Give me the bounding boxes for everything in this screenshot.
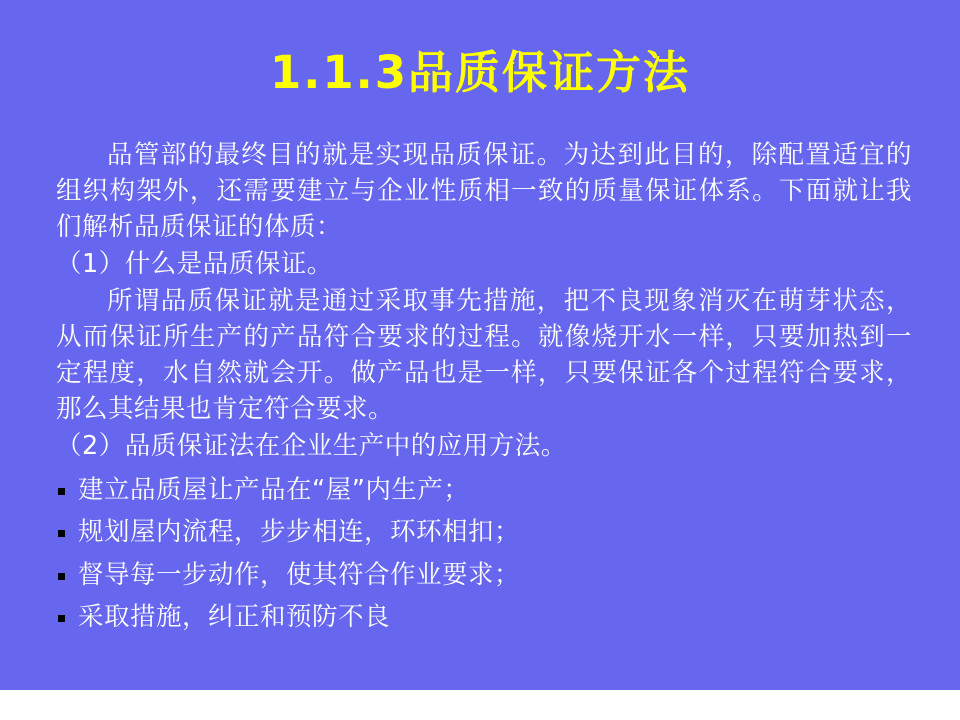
slide-title: 1.1.3品质保证方法	[269, 46, 691, 99]
list-item	[56, 598, 912, 638]
list-item	[56, 556, 912, 596]
list-item-label: 督导每一步动作，使其符合作业要求；	[78, 559, 521, 590]
list-item-label: 采取措施，纠正和预防不良	[78, 602, 391, 633]
paragraph-1: 品管部的最终目的就是实现品质保证。为达到此目的，除配置适宜的组织构架外，还需要建立与企业性质相一致的质量保证体系。下面就让我们解析品质保证的体质：	[56, 140, 912, 242]
list-item	[56, 471, 912, 511]
paragraph-2: （1）什么是品质保证。	[56, 248, 333, 279]
list-item-label: 规划屋内流程，步步相连，环环相扣；	[78, 517, 521, 548]
slide-bottom-band	[0, 690, 960, 720]
list-item	[56, 513, 912, 553]
paragraph-4: （2）品质保证法在企业生产中的应用方法。	[56, 430, 567, 461]
list-item-label: 建立品质屋让产品在“屋”内生产；	[78, 474, 470, 505]
bullet-dot-icon	[58, 488, 65, 495]
bullet-list	[56, 471, 912, 638]
bullet-dot-icon	[58, 530, 65, 537]
paragraph-3: 所谓品质保证就是通过采取事先措施，把不良现象消灭在萌芽状态，从而保证所生产的产品符合要求的过程。就像烧开水一样，只要加热到一定程度，水自然就会开。做产品也是一样，只要保证各个过程符合要求，那么其结果也肯定符合要求。	[56, 285, 912, 424]
bullet-dot-icon	[58, 573, 65, 580]
bullet-dot-icon	[58, 615, 65, 622]
slide-body	[56, 138, 912, 641]
